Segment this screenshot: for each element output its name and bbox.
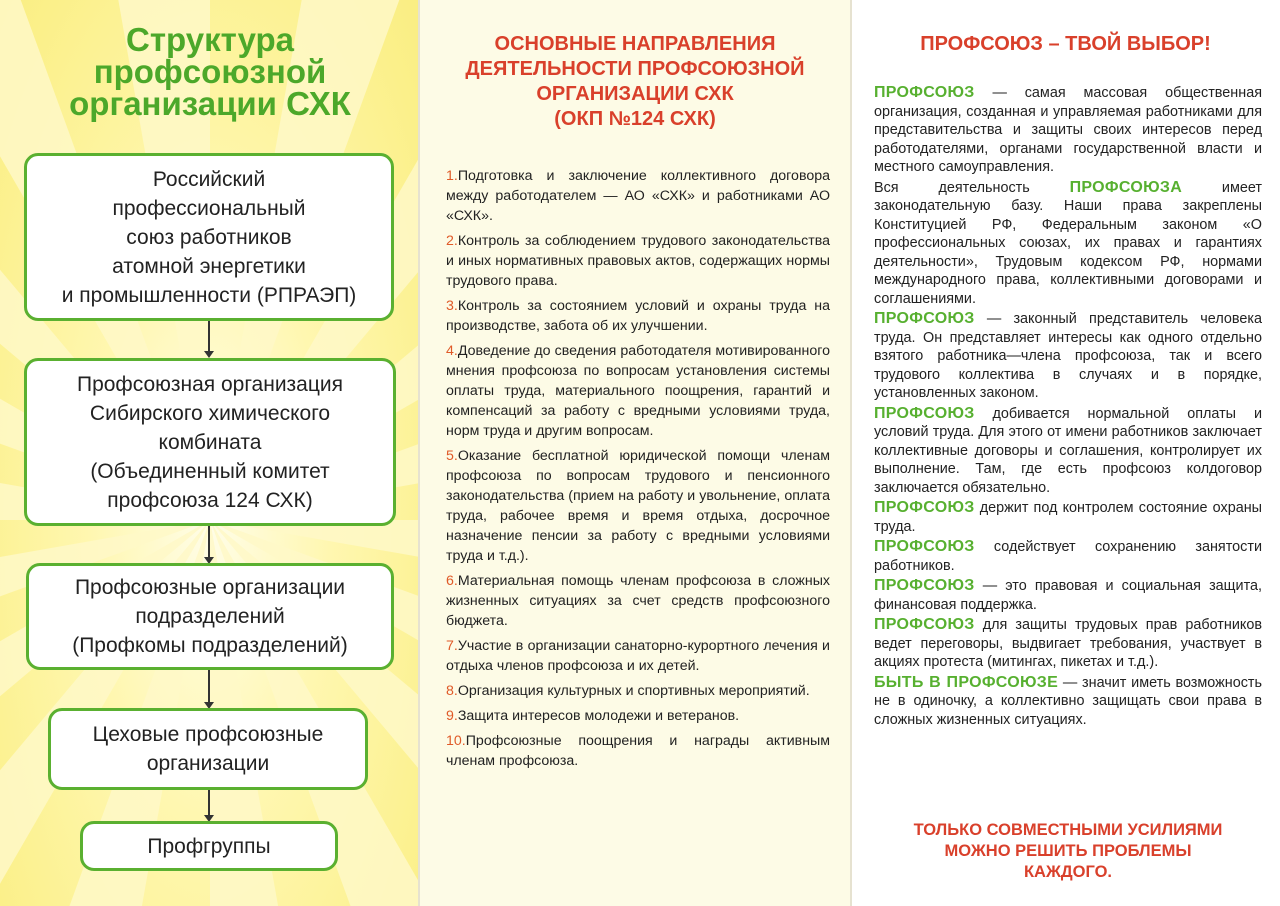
slogan-line: КАЖДОГО. xyxy=(1023,863,1113,881)
closing-slogan xyxy=(868,820,1268,883)
title-line: ОРГАНИЗАЦИИ СХК xyxy=(536,83,734,105)
list-item: 8.Организация культурных и спортивных мероприятий. xyxy=(446,683,810,699)
box-line: (Объединенный комитет xyxy=(90,459,330,483)
box-line: и промышленности (РПРАЭП) xyxy=(61,283,357,307)
box-line: организации xyxy=(146,752,270,775)
org-box-skhk xyxy=(24,358,396,526)
box-line: (Профкомы подразделений) xyxy=(72,634,348,657)
list-item: 4.Доведение до сведения работодателя мотивированного мнения профсоюза по вопросам установления системы оплаты труда, материального поощрения, гарантий и компенсаций за работу с вредными условиями труда, норм труда и другим вопросам. xyxy=(446,343,830,439)
box-line: атомной энергетики xyxy=(112,254,306,278)
box-line: союз работников xyxy=(126,225,292,249)
structure-title: Структура профсоюзной организации СХК xyxy=(69,21,351,122)
slogan-line: МОЖНО РЕШИТЬ ПРОБЛЕМЫ xyxy=(944,842,1192,860)
slogan-line: ТОЛЬКО СОВМЕСТНЫМИ УСИЛИЯМИ xyxy=(913,821,1223,839)
org-box-groups xyxy=(80,821,338,871)
list-item: 7.Участие в организации санаторно-курортного лечения и отдыха членов профсоюза и их детей. xyxy=(446,638,830,674)
arrow-down-icon xyxy=(208,526,210,562)
paragraph: Вся деятельность ПРОФСОЮЗА имеет законодательную базу. Наши права закреплены Конституцией РФ, Федеральным законом «О профессиональных союзах, их правах и гарантиях деятельности», Трудовым кодексом РФ, нормами международного права, коллективными договорами и соглашениями. xyxy=(874,178,1262,307)
box-line: Профгруппы xyxy=(147,834,271,858)
fold-line xyxy=(418,0,420,906)
paragraph: ПРОФСОЮЗ добивается нормальной оплаты и условий труда. Для этого от имени работников заключает коллективные договоры и соглашения, контролирует их выполнение. Там, где есть профсоюз колдоговор заключается обязательно. xyxy=(874,404,1262,496)
directions-title xyxy=(425,32,845,132)
directions-list xyxy=(446,166,830,776)
box-line: Профсоюзные организации xyxy=(74,576,346,599)
paragraph: ПРОФСОЮЗ держит под контролем состояние охраны труда. xyxy=(874,499,1262,535)
box-line: Российский xyxy=(152,167,266,191)
fold-line xyxy=(850,0,852,906)
title-line: ДЕЯТЕЛЬНОСТИ ПРОФСОЮЗНОЙ xyxy=(465,58,805,80)
union-description xyxy=(874,84,1262,731)
box-line: профессиональный xyxy=(112,196,306,220)
choice-title: ПРОФСОЮЗ – ТВОЙ ВЫБОР! xyxy=(920,33,1211,55)
paragraph: БЫТЬ В ПРОФСОЮЗЕ — значит иметь возможность не в одиночку, а коллективно защищать свои права в сложных жизненных ситуациях. xyxy=(874,673,1262,728)
paragraph: ПРОФСОЮЗ содействует сохранению занятости работников. xyxy=(874,538,1262,574)
title-line: (ОКП №124 СХК) xyxy=(554,108,716,130)
box-line: Сибирского химического xyxy=(89,401,331,425)
box-line: подразделений xyxy=(135,605,285,628)
paragraph: ПРОФСОЮЗ — законный представитель человека труда. Он представляет интересы как одного отдельно взятого работника—члена профсоюза, так и всего трудового коллектива в случаях и в порядке, установленных законом. xyxy=(874,310,1262,401)
org-box-rpraep xyxy=(24,153,394,321)
box-line: Цеховые профсоюзные xyxy=(92,723,324,746)
list-item: 6.Материальная помощь членам профсоюза в сложных жизненных ситуациях за счет средств профсоюзного бюджета. xyxy=(446,573,830,629)
list-item: 2.Контроль за соблюдением трудового законодательства и иных нормативных правовых актов, содержащих нормы трудового права. xyxy=(446,233,830,289)
box-line: Профсоюзная организация xyxy=(76,372,343,396)
paragraph: ПРОФСОЮЗ для защиты трудовых прав работников ведет переговоры, выдвигает требования, участвует в акциях протеста (митингах, пикетах и т.д.). xyxy=(874,616,1262,670)
list-item: 3.Контроль за состоянием условий и охраны труда на производстве, забота об их улучшении. xyxy=(446,298,830,334)
list-item: 9.Защита интересов молодежи и ветеранов. xyxy=(446,708,740,724)
paragraph: ПРОФСОЮЗ — это правовая и социальная защита, финансовая поддержка. xyxy=(874,577,1262,613)
title-line: ОСНОВНЫЕ НАПРАВЛЕНИЯ xyxy=(494,33,776,55)
box-line: комбината xyxy=(158,430,262,454)
list-item: 1.Подготовка и заключение коллективного договора между работодателем — АО «СХК» и работниками АО «СХК». xyxy=(446,168,830,224)
arrow-down-icon xyxy=(208,790,210,820)
paragraph: ПРОФСОЮЗ — самая массовая общественная организация, созданная и управляемая работниками для представительства и защиты своих интересов перед работодателями, органами государственной власти и местного самоуправления. xyxy=(874,84,1262,175)
list-item: 10.Профсоюзные поощрения и награды активным членам профсоюза. xyxy=(446,733,830,769)
org-box-shop xyxy=(48,708,368,790)
box-line: профсоюза 124 СХК) xyxy=(107,488,313,512)
arrow-down-icon xyxy=(208,321,210,356)
list-item: 5.Оказание бесплатной юридической помощи членам профсоюза по вопросам трудового и пенсионного законодательства (прием на работу и увольнение, оплата труда, рабочее время и время отдыха, досрочное назначение пенсии за работу с вредными условиями труда и т.д.). xyxy=(446,448,830,564)
arrow-down-icon xyxy=(208,670,210,707)
org-box-subdivisions xyxy=(26,563,394,670)
